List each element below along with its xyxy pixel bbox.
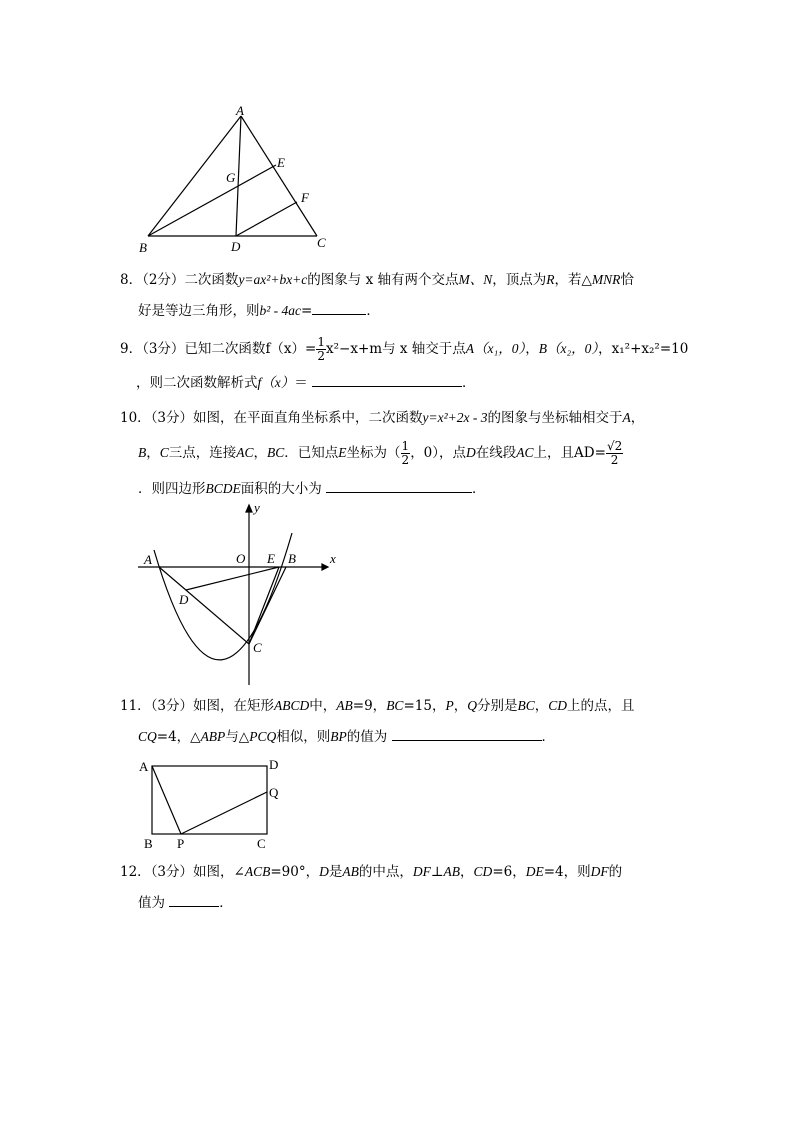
question-12 [120, 862, 622, 882]
q11-sep: ， [534, 698, 549, 714]
label-g: G [226, 170, 236, 185]
q12-score: （3分） [150, 864, 194, 880]
segment-de [186, 567, 279, 590]
q8-text: ，若△ [554, 272, 592, 288]
q10-answer-blank[interactable] [326, 478, 472, 493]
q11-answer-blank[interactable] [392, 726, 542, 741]
q11-text: 中， [309, 698, 337, 714]
q8-end: ． [366, 303, 380, 319]
segment-bc [249, 567, 286, 644]
q9-end: ． [462, 375, 476, 391]
q10-text: 上，且 [533, 445, 575, 461]
q9-function: f（x）= [265, 341, 317, 357]
segment-ac [241, 116, 317, 236]
q10-score: （3分） [150, 410, 194, 426]
q12-segment: DF [412, 864, 431, 879]
question-11 [120, 696, 634, 716]
q11-text: 的值为 [346, 729, 388, 745]
q11-segment: BP [330, 729, 347, 744]
q10-expression: y=x²+2x - 3 [422, 410, 488, 425]
label-e: E [267, 551, 275, 566]
q8-score: （2分） [142, 272, 185, 288]
q12-sep: ， [460, 864, 474, 880]
q12-angle: ACB [244, 864, 271, 879]
q11-text: 相似，则 [276, 729, 331, 745]
label-d: D [231, 239, 241, 254]
question-10 [120, 408, 644, 428]
q10-text: 三点，连接 [168, 445, 237, 461]
q12-perp: ⊥ [430, 864, 444, 880]
label-d: D [179, 592, 189, 607]
rectangle-figure [135, 755, 285, 855]
q12-text: 值为 [138, 895, 165, 911]
q9-condition: ，x₁²+x₂²=10 [598, 341, 689, 357]
q10-point: B [138, 445, 147, 460]
q9-fraction [316, 336, 326, 363]
q11-text: 分别是 [476, 698, 518, 714]
label-b: B [288, 551, 296, 566]
label-c: C [317, 235, 326, 250]
q11-segment: CQ [138, 729, 157, 744]
q11-triangle: PCQ [249, 729, 277, 744]
q10-text: 在线段 [475, 445, 517, 461]
q11-number: 11． [120, 698, 151, 714]
q8-text: 恰 [620, 272, 634, 288]
label-a: A [236, 103, 244, 118]
segment-ec [249, 567, 279, 644]
q10-text: 面积的大小为 [240, 481, 322, 497]
q10-text: ， [146, 445, 160, 461]
q10-end: ． [472, 481, 486, 497]
segment-ad [236, 116, 241, 236]
q12-segment: DF [590, 864, 609, 879]
label-b: B [144, 836, 153, 851]
question-12-line2 [138, 892, 233, 913]
q11-score: （3分） [150, 698, 194, 714]
q10-quad: BCDE [205, 481, 241, 496]
q9-function: f（x） [257, 375, 295, 390]
q9-point-a: A（x₁，0） [465, 341, 526, 356]
q12-text: 是 [328, 864, 343, 880]
q8-triangle: MNR [591, 272, 621, 287]
label-d: D [269, 757, 279, 772]
q8-discriminant: b² - 4ac [259, 303, 302, 318]
label-q: Q [269, 785, 279, 800]
question-10-line2 [138, 440, 623, 467]
q9-score: （3分） [142, 341, 185, 357]
segment-ap [152, 766, 181, 834]
q12-number: 12． [120, 864, 151, 880]
q10-fraction [401, 440, 411, 467]
question-11-line2 [138, 726, 555, 747]
q10-ad-denominator: 2 [610, 453, 619, 467]
q9-polynomial: x²−x+m [326, 341, 383, 357]
segment-pq [181, 792, 267, 834]
q12-text: =90°， [270, 864, 320, 880]
q8-vertex: R [546, 272, 555, 287]
x-axis-arrow [322, 564, 328, 570]
q10-frac-denominator: 2 [401, 453, 410, 467]
q11-text: 上的点，且 [566, 698, 635, 714]
q8-expression: y=ax²+bx+c [238, 272, 308, 287]
label-x: x [330, 551, 336, 566]
q8-text: 的图象与 x 轴有两个交点 [307, 272, 459, 288]
label-o: O [236, 551, 246, 566]
q10-text: 的图象与坐标轴相交于 [487, 410, 623, 426]
q10-text: ， [253, 445, 268, 461]
q12-value: =6， [492, 864, 526, 880]
q10-segment: AC [236, 445, 254, 460]
segment-be [148, 165, 276, 236]
segment-df [236, 202, 297, 236]
question-9 [120, 336, 688, 363]
q11-segment: BC [386, 698, 404, 713]
q8-text: 二次函数 [184, 272, 239, 288]
q9-answer-blank[interactable] [312, 372, 462, 387]
q12-value: =4，则 [543, 864, 591, 880]
q11-value: =15， [403, 698, 446, 714]
q11-point: P [445, 698, 454, 713]
q11-end: ． [541, 729, 555, 745]
q11-segment: CD [548, 698, 567, 713]
label-y: y [254, 500, 260, 515]
q11-sep: ， [453, 698, 468, 714]
label-c: C [257, 836, 266, 851]
q10-text: ， [630, 410, 645, 426]
q12-answer-blank[interactable] [169, 892, 219, 907]
q8-answer-blank[interactable] [312, 300, 366, 315]
q9-frac-numerator: 1 [317, 335, 325, 349]
q11-point: Q [467, 698, 477, 713]
q10-point: C [159, 445, 169, 460]
q11-value: =9， [352, 698, 387, 714]
q10-ad-fraction [606, 440, 623, 467]
q10-number: 10． [120, 410, 151, 426]
q10-ad-numerator: √2 [606, 439, 623, 453]
label-e: E [277, 155, 285, 170]
q12-text: 的 [608, 864, 623, 880]
q12-point: D [319, 864, 329, 879]
label-a: A [144, 552, 152, 567]
q8-number: 8． [120, 272, 143, 288]
q10-text: ．则四边形 [138, 481, 206, 497]
q11-value: =4，△ [156, 729, 201, 745]
q10-segment: AC [516, 445, 534, 460]
q9-frac-denominator: 2 [317, 349, 325, 363]
q10-text: ．已知点 [284, 445, 339, 461]
q9-number: 9． [120, 341, 143, 357]
q11-triangle: ABP [200, 729, 226, 744]
y-axis-arrow [246, 505, 252, 512]
q9-point-b: B（x₂，0） [538, 341, 599, 356]
q9-sep: ， [525, 341, 539, 357]
q9-text: 已知二次函数 [184, 341, 266, 357]
q8-text: 好是等边三角形，则 [138, 303, 260, 319]
question-10-line3 [138, 478, 486, 499]
q12-segment: DE [525, 864, 544, 879]
q10-text: ，0），点 [410, 445, 467, 461]
q11-text: 如图，在矩形 [193, 698, 275, 714]
label-f: F [301, 190, 309, 205]
q8-text: ，顶点为 [492, 272, 547, 288]
q10-segment: BC [267, 445, 285, 460]
q10-ad: AD= [574, 445, 606, 461]
question-8 [120, 270, 634, 290]
triangle-figure [135, 100, 335, 260]
q12-segment: CD [473, 864, 493, 879]
q10-text: 如图，在平面直角坐标系中，二次函数 [193, 410, 423, 426]
q10-text: 坐标为（ [346, 445, 401, 461]
q10-point: E [338, 445, 347, 460]
question-9-line2 [136, 372, 476, 393]
label-a: A [139, 759, 149, 774]
q11-segment: AB [336, 698, 353, 713]
label-c: C [253, 640, 262, 655]
q12-end: ． [219, 895, 233, 911]
q11-text: 与△ [225, 729, 250, 745]
q12-segment: AB [443, 864, 461, 879]
label-p: P [177, 836, 185, 851]
q9-text: 与 x 轴交于点 [382, 341, 466, 357]
q11-segment: BC [517, 698, 535, 713]
q10-frac-numerator: 1 [401, 439, 410, 453]
q10-point: A [622, 410, 631, 425]
q12-segment: AB [342, 864, 359, 879]
q9-text: ＝ [294, 375, 308, 391]
label-b: B [139, 240, 147, 255]
question-8-line2 [138, 300, 380, 321]
segment-ac [159, 567, 249, 644]
q10-point: D [466, 445, 476, 460]
q11-rect: ABCD [274, 698, 310, 713]
q12-text: 如图，∠ [193, 864, 245, 880]
q8-text: = [301, 303, 313, 319]
parabola-figure [130, 500, 340, 690]
q9-text: ，则二次函数解析式 [136, 375, 258, 391]
q12-text: 的中点， [358, 864, 413, 880]
q8-points: M、N [458, 272, 493, 287]
